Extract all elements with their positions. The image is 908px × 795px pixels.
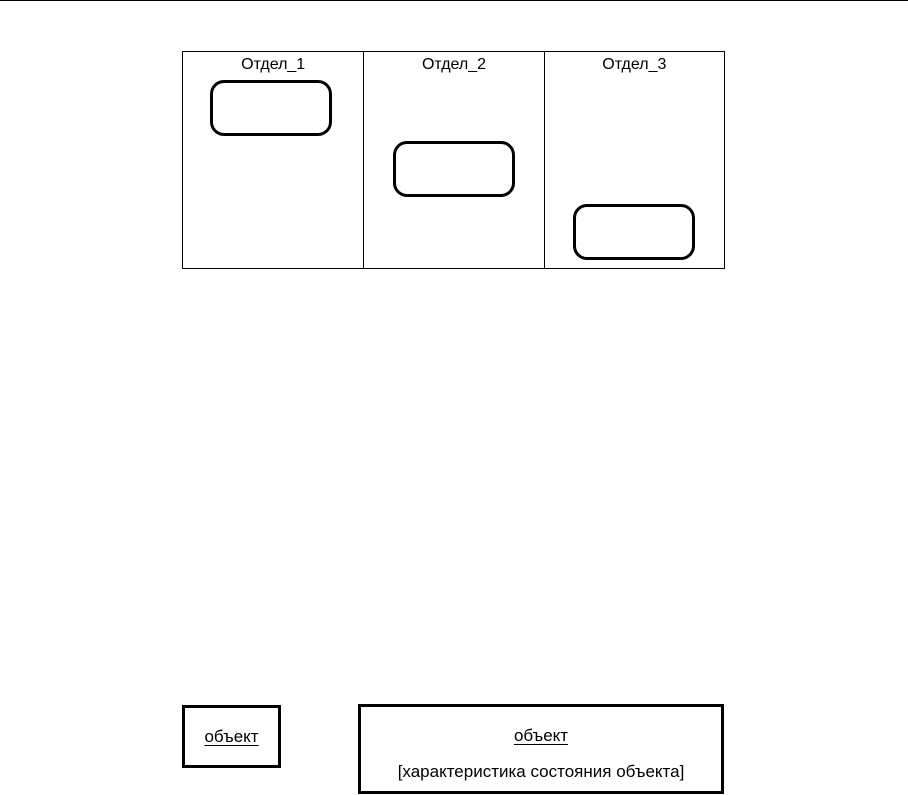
object-name: объект	[513, 726, 569, 745]
activity-node	[393, 141, 515, 197]
object-node	[182, 705, 281, 768]
swimlane-department-3	[544, 52, 724, 268]
swimlane-title: Отдел_1	[241, 56, 306, 73]
top-divider	[0, 0, 908, 1]
swimlane-department-2	[363, 52, 543, 268]
object-node-with-state	[358, 704, 724, 794]
object-name: объект	[204, 726, 259, 746]
swimlane-title: Отдел_3	[602, 56, 667, 73]
swimlane-department-1	[183, 52, 363, 268]
activity-node	[210, 80, 332, 136]
object-state-label: [характеристика состояния объекта]	[397, 762, 685, 781]
swimlane-title: Отдел_2	[421, 56, 487, 73]
activity-node	[573, 204, 695, 260]
swimlane-diagram	[182, 51, 725, 269]
